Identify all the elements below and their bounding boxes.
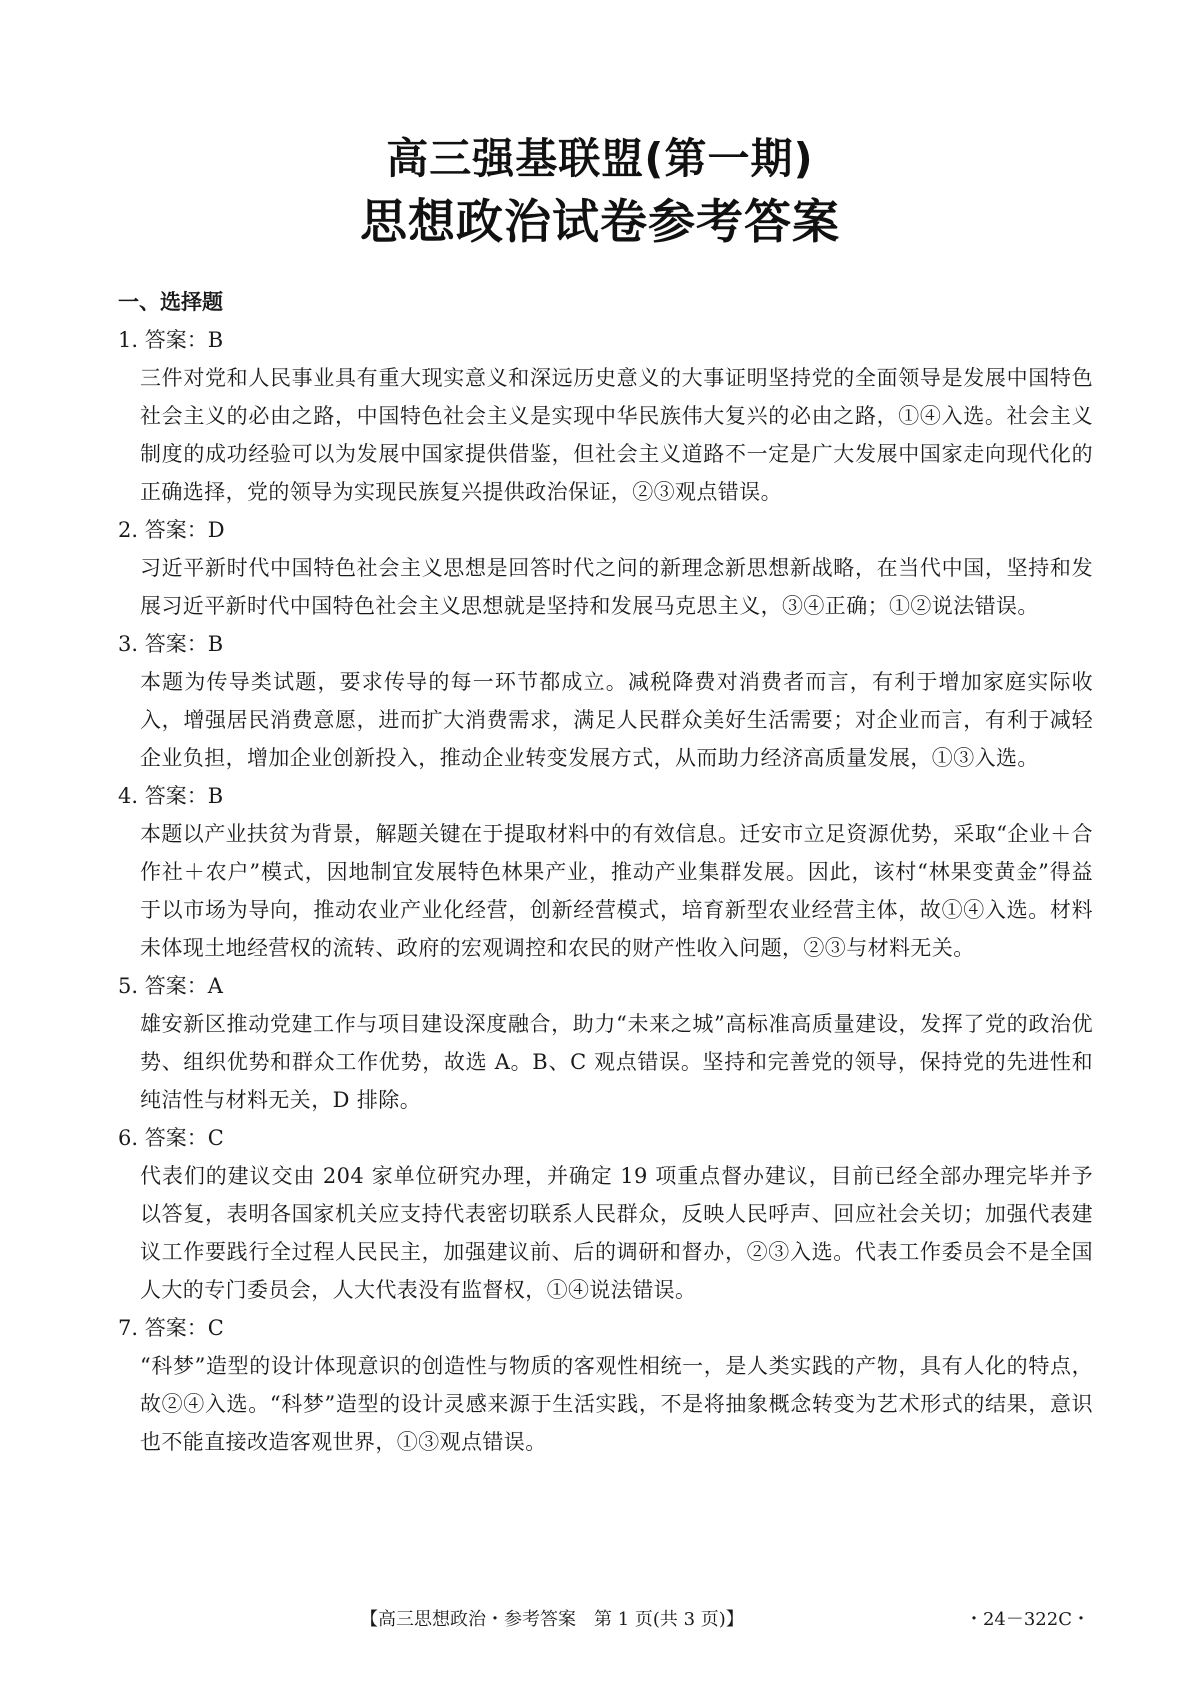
footer-page-info: 【高三思想政治・参考答案 第 1 页(共 3 页)】	[360, 1609, 744, 1630]
question-explanation: 代表们的建议交由 204 家单位研究办理，并确定 19 项重点督办建议，目前已经全部办理完毕并予以答复，表明各国家机关应支持代表密切联系人民群众，反映人民呼声、回应社会关切；加强代表建议工作要践行全过程人民民主，加强建议前、后的调研和督办，②③入选。代表工作委员会不是全国人大的专门委员会，人大代表没有监督权，①④说法错误。	[140, 1164, 1093, 1302]
section-heading: 一、选择题	[118, 290, 223, 314]
answer-content	[118, 283, 1093, 1461]
question-explanation: 习近平新时代中国特色社会主义思想是回答时代之问的新理念新思想新战略，在当代中国，坚持和发展习近平新时代中国特色社会主义思想就是坚持和发展马克思主义，③④正确；①②说法错误。	[140, 556, 1093, 618]
document-title-line2: 思想政治试卷参考答案	[360, 195, 840, 250]
question-item	[118, 1119, 1093, 1309]
question-answer: 2. 答案：D	[118, 518, 225, 542]
footer-doc-code: ・24－322C・	[964, 1609, 1090, 1630]
question-answer: 3. 答案：B	[118, 632, 224, 656]
question-explanation: 雄安新区推动党建工作与项目建设深度融合，助力“未来之城”高标准高质量建设，发挥了党的政治优势、组织优势和群众工作优势，故选 A。B、C 观点错误。坚持和完善党的领导，保持党的先进性和纯洁性与材料无关，D 排除。	[140, 1012, 1093, 1112]
question-explanation: 本题为传导类试题，要求传导的每一环节都成立。减税降费对消费者而言，有利于增加家庭实际收入，增强居民消费意愿，进而扩大消费需求，满足人民群众美好生活需要；对企业而言，有利于减轻企业负担，增加企业创新投入，推动企业转变发展方式，从而助力经济高质量发展，①③入选。	[140, 670, 1093, 770]
question-item	[118, 321, 1093, 511]
question-explanation: 三件对党和人民事业具有重大现实意义和深远历史意义的大事证明坚持党的全面领导是发展中国特色社会主义的必由之路，中国特色社会主义是实现中华民族伟大复兴的必由之路，①④入选。社会主义制度的成功经验可以为发展中国家提供借鉴，但社会主义道路不一定是广大发展中国家走向现代化的正确选择，党的领导为实现民族复兴提供政治保证，②③观点错误。	[140, 366, 1093, 504]
question-answer: 6. 答案：C	[118, 1126, 224, 1150]
question-answer: 4. 答案：B	[118, 784, 224, 808]
question-explanation: “科梦”造型的设计体现意识的创造性与物质的客观性相统一，是人类实践的产物，具有人化的特点，故②④入选。“科梦”造型的设计灵感来源于生活实践，不是将抽象概念转变为艺术形式的结果，意识也不能直接改造客观世界，①③观点错误。	[140, 1354, 1093, 1454]
question-answer: 7. 答案：C	[118, 1316, 224, 1340]
document-title-line1: 高三强基联盟(第一期)	[386, 134, 814, 183]
question-item	[118, 1309, 1093, 1461]
question-answer: 1. 答案：B	[118, 328, 224, 352]
question-item	[118, 511, 1093, 625]
question-item	[118, 625, 1093, 777]
question-item	[118, 967, 1093, 1119]
question-answer: 5. 答案：A	[118, 974, 223, 998]
page-footer	[0, 1600, 1200, 1640]
question-explanation: 本题以产业扶贫为背景，解题关键在于提取材料中的有效信息。迁安市立足资源优势，采取“企业＋合作社＋农户”模式，因地制宜发展特色林果产业，推动产业集群发展。因此，该村“林果变黄金”得益于以市场为导向，推动农业产业化经营，创新经营模式，培育新型农业经营主体，故①④入选。材料未体现土地经营权的流转、政府的宏观调控和农民的财产性收入问题，②③与材料无关。	[140, 822, 1093, 960]
question-item	[118, 777, 1093, 967]
